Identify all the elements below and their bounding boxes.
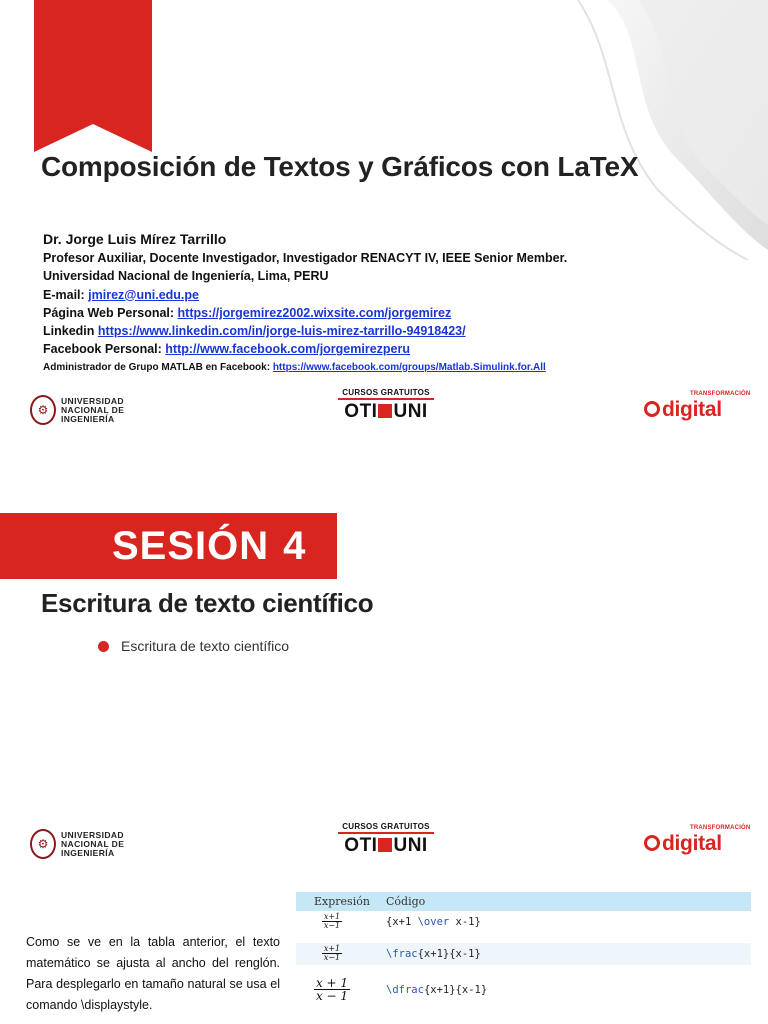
author-university: Universidad Nacional de Ingeniería, Lima, PERU (43, 269, 329, 284)
linkedin-label: Linkedin (43, 324, 95, 339)
denominator: x − 1 (315, 989, 349, 1004)
wave-graphic-decoration (568, 0, 768, 260)
author-name: Dr. Jorge Luis Mírez Tarrillo (43, 231, 227, 247)
uni-logo-text (61, 397, 124, 424)
uni-logo (30, 826, 124, 862)
code-cell (368, 916, 481, 928)
group-link[interactable]: https://www.facebook.com/groups/Matlab.Simulink.for.All (272, 361, 546, 373)
expression-cell (296, 945, 368, 963)
fraction (322, 913, 342, 931)
facebook-link[interactable]: http://www.facebook.com/jorgemirezperu (165, 342, 410, 357)
code-cell (368, 984, 487, 996)
linkedin-link[interactable]: https://www.linkedin.com/in/jorge-luis-mirez-tarrillo-94918423/ (97, 324, 466, 339)
oti-rule-decoration (338, 832, 434, 834)
uni-line-2: NACIONAL DE (61, 838, 125, 849)
oti-uni-logo (336, 822, 436, 856)
email-label: E-mail: (43, 287, 85, 302)
transformacion-digital-logo (644, 824, 754, 860)
facebook-line (43, 340, 743, 358)
linkedin-line (43, 322, 743, 340)
author-info (43, 230, 743, 377)
uni-line-3: INGENIERÍA (61, 847, 115, 858)
bullet-item (98, 638, 289, 654)
session-subtitle: Escritura de texto científico (41, 588, 374, 618)
presentation-title: Composición de Textos y Gráficos con LaTeX (41, 151, 639, 182)
group-label: Administrador de Grupo MATLAB en Facebook: (43, 361, 271, 373)
web-link[interactable]: https://jorgemirez2002.wixsite.com/jorgemirez (177, 305, 452, 320)
oti-rule-decoration (338, 398, 434, 400)
bullet-dot-icon (98, 641, 109, 652)
logos-strip (0, 378, 768, 440)
oti-text: OTI (344, 401, 378, 422)
code-part: {x+1}{x-1} (423, 984, 488, 996)
oti-uni-wordmark (336, 402, 436, 422)
code-part: {x+1 (386, 916, 418, 928)
numerator: x+1 (323, 943, 341, 953)
code-keyword: \frac (386, 948, 418, 960)
header-expresion: Expresión (314, 895, 370, 908)
session-word: SESIÓN (112, 524, 270, 568)
uni-logo-text (61, 831, 124, 858)
header-codigo: Código (386, 895, 426, 908)
group-line (43, 359, 743, 377)
digital-wordmark: digital (662, 832, 722, 855)
cursos-gratuitos-label: CURSOS GRATUITOS (342, 388, 430, 397)
oti-uni-logo (336, 388, 436, 422)
expression-cell (296, 913, 368, 931)
gear-icon (644, 401, 660, 417)
fraction (322, 945, 342, 963)
digital-wordmark: digital (662, 398, 722, 421)
numerator: x + 1 (315, 975, 349, 990)
code-cell (368, 948, 481, 960)
uni-text: UNI (393, 401, 428, 422)
oti-uni-wordmark (336, 836, 436, 856)
code-keyword: \dfrac (386, 984, 424, 996)
code-keyword: \over (417, 916, 450, 928)
transformacion-digital-logo (644, 390, 754, 426)
session-number: 4 (283, 524, 307, 568)
oti-text: OTI (344, 835, 378, 856)
uni-seal-icon: ⚙ (30, 395, 56, 425)
transformacion-label: TRANSFORMACIÓN (690, 391, 751, 397)
oti-mark-icon (378, 404, 392, 418)
bookmark-notch-decoration (34, 124, 152, 152)
title-slide (0, 0, 768, 378)
denominator: x−1 (323, 953, 341, 963)
content-slide (0, 812, 768, 1024)
web-line (43, 304, 743, 322)
oti-mark-icon (378, 838, 392, 852)
table-row (296, 911, 751, 933)
cursos-gratuitos-label: CURSOS GRATUITOS (342, 822, 430, 831)
fraction-table (296, 892, 751, 1007)
email-line (43, 286, 743, 304)
table-header (296, 892, 751, 911)
bullet-text: Escritura de texto científico (121, 638, 290, 654)
denominator: x−1 (323, 921, 341, 931)
numerator: x+1 (323, 911, 341, 921)
uni-line-1: UNIVERSIDAD (61, 829, 124, 840)
session-slide (0, 440, 768, 812)
expression-cell (296, 977, 368, 1004)
session-banner (0, 513, 337, 579)
fraction (314, 977, 350, 1004)
email-link[interactable]: jmirez@uni.edu.pe (88, 287, 199, 302)
table-row (296, 973, 751, 1007)
author-position: Profesor Auxiliar, Docente Investigador, Investigador RENACYT IV, IEEE Senior Member. (43, 251, 568, 265)
uni-seal-icon: ⚙ (30, 829, 56, 859)
table-row (296, 943, 751, 965)
session-heading (112, 521, 306, 571)
uni-line-3: INGENIERÍA (61, 413, 115, 424)
uni-line-1: UNIVERSIDAD (61, 395, 124, 406)
code-part: x-1} (449, 916, 481, 928)
explanation-paragraph: Como se ve en la tabla anterior, el texto matemático se ajusta al ancho del renglón. Para desplegarlo en tamaño natural se usa el comando \displaystyle. (26, 935, 280, 1012)
uni-logo (30, 392, 124, 428)
facebook-label: Facebook Personal: (43, 342, 162, 357)
web-label: Página Web Personal: (43, 305, 175, 320)
gear-icon (644, 835, 660, 851)
uni-text: UNI (393, 835, 428, 856)
uni-line-2: NACIONAL DE (61, 404, 125, 415)
code-part: {x+1}{x-1} (417, 948, 481, 960)
transformacion-label: TRANSFORMACIÓN (690, 825, 751, 831)
